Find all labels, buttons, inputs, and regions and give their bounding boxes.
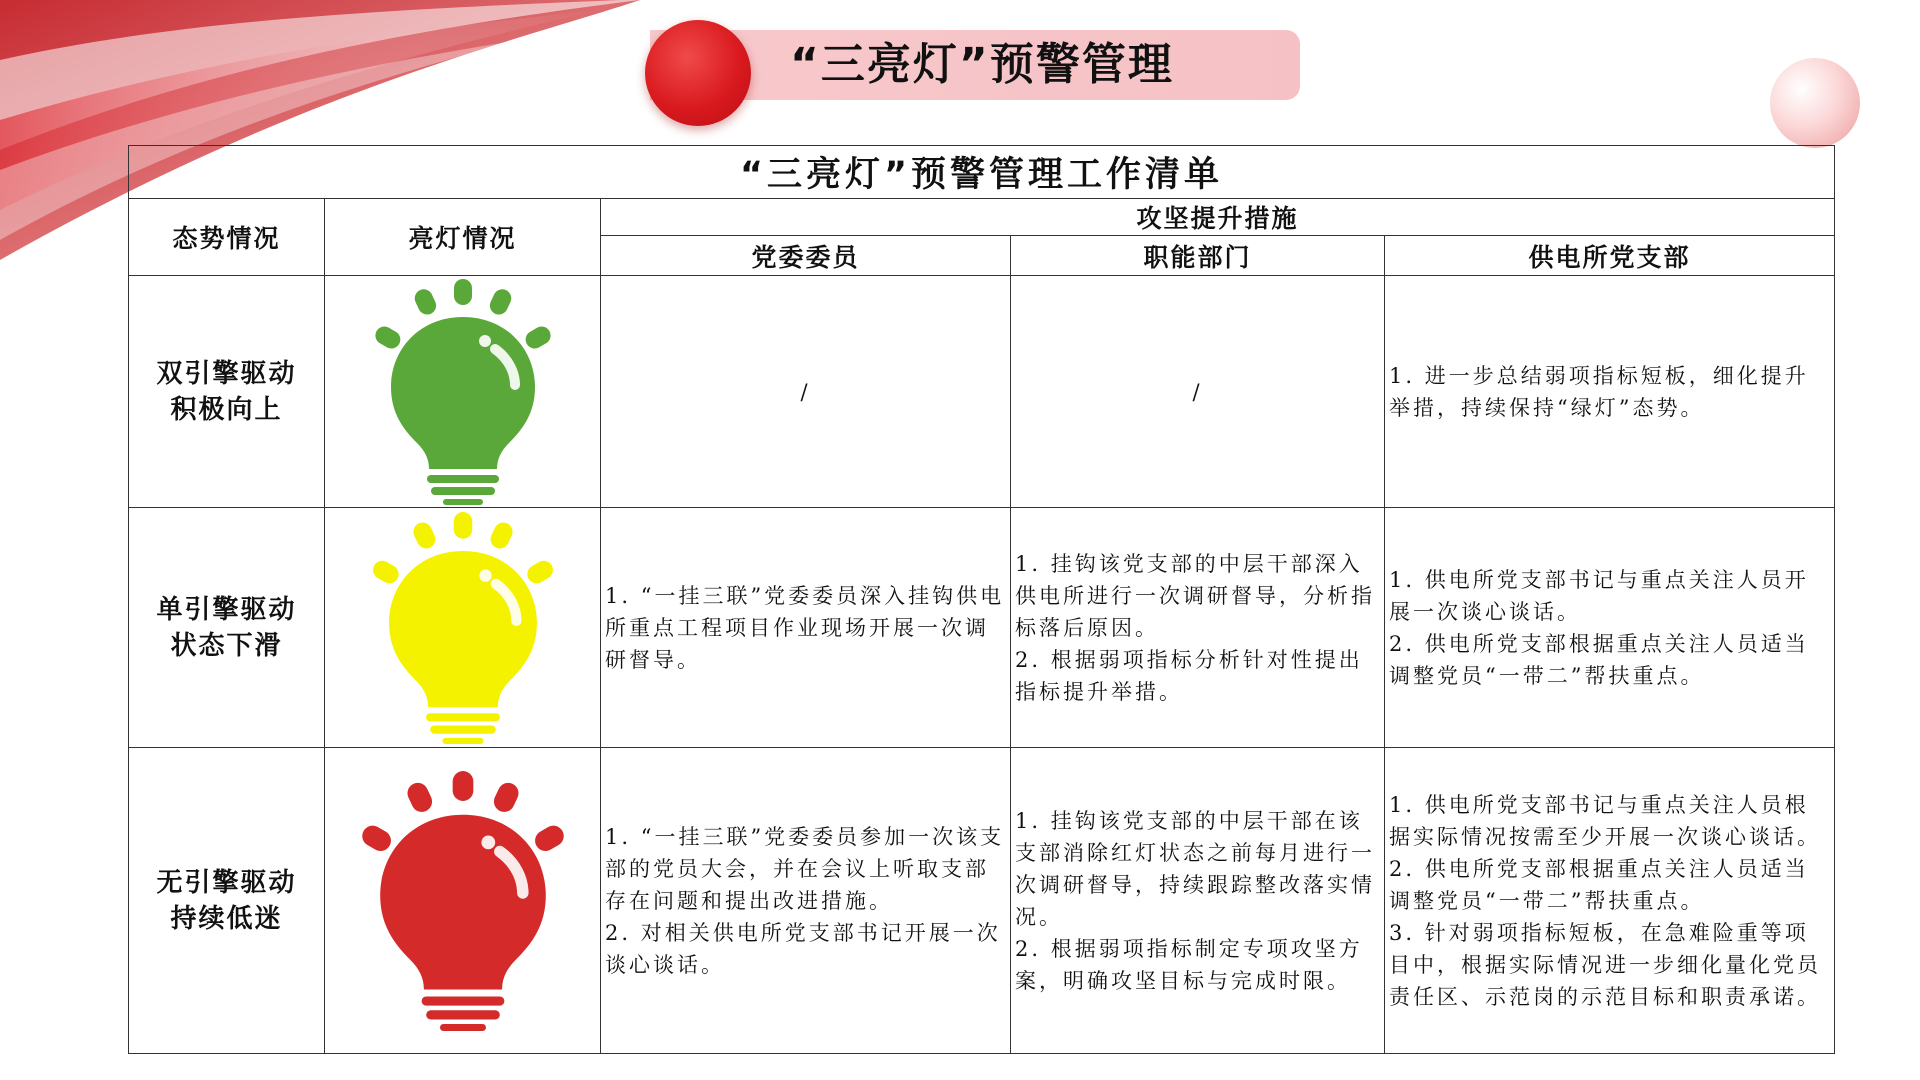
status-line: 积极向上 xyxy=(170,394,283,425)
status-cell xyxy=(129,508,325,748)
status-cell xyxy=(129,276,325,508)
status-line: 单引擎驱动 xyxy=(156,594,297,625)
status-cell xyxy=(129,748,325,1054)
warning-management-table xyxy=(128,145,1835,1054)
committee-cell xyxy=(601,748,1011,1054)
measure-text: / xyxy=(800,379,811,404)
decorative-circle xyxy=(1770,58,1860,148)
department-cell xyxy=(1011,276,1385,508)
status-line: 持续低迷 xyxy=(170,903,283,934)
light-cell xyxy=(325,276,601,508)
branch-cell xyxy=(1385,508,1835,748)
branch-cell xyxy=(1385,276,1835,508)
status-line: 双引擎驱动 xyxy=(156,358,297,389)
department-cell xyxy=(1011,508,1385,748)
status-line: 无引擎驱动 xyxy=(156,867,297,898)
measure-item: 2. 根据弱项指标制定专项攻坚方案，明确攻坚目标与完成时限。 xyxy=(1015,936,1363,993)
table-row xyxy=(129,276,1835,508)
measure-text: / xyxy=(1192,379,1203,404)
light-cell xyxy=(325,508,601,748)
measure-item: 1. 供电所党支部书记与重点关注人员开展一次谈心谈话。 xyxy=(1389,567,1809,624)
title-banner-circle xyxy=(645,20,751,126)
header-branch: 供电所党支部 xyxy=(1385,236,1835,276)
committee-cell xyxy=(601,508,1011,748)
header-committee: 党委委员 xyxy=(601,236,1011,276)
measure-item: 1. 进一步总结弱项指标短板，细化提升举措，持续保持“绿灯”态势。 xyxy=(1389,363,1809,420)
measure-item: 1. “一挂三联”党委委员参加一次该支部的党员大会，并在会议上听取支部存在问题和提出改进措施。 xyxy=(605,824,1005,913)
red-bulb-icon xyxy=(348,771,578,1031)
measure-item: 2. 供电所党支部根据重点关注人员适当调整党员“一带二”帮扶重点。 xyxy=(1389,856,1809,913)
slide-title: “三亮灯”预警管理 xyxy=(790,39,1174,90)
light-cell xyxy=(325,748,601,1054)
table-row xyxy=(129,748,1835,1054)
header-status: 态势情况 xyxy=(129,199,325,276)
measure-item: 1. “一挂三联”党委委员深入挂钩供电所重点工程项目作业现场开展一次调研督导。 xyxy=(605,583,1005,672)
status-line: 状态下滑 xyxy=(170,630,283,661)
table-row xyxy=(129,508,1835,748)
measure-item: 1. 挂钩该党支部的中层干部深入供电所进行一次调研督导，分析指标落后原因。 xyxy=(1015,551,1375,640)
measure-item: 2. 供电所党支部根据重点关注人员适当调整党员“一带二”帮扶重点。 xyxy=(1389,631,1809,688)
header-measures-group: 攻坚提升措施 xyxy=(601,199,1835,236)
committee-cell xyxy=(601,276,1011,508)
header-department: 职能部门 xyxy=(1011,236,1385,276)
yellow-bulb-icon xyxy=(360,512,566,744)
department-cell xyxy=(1011,748,1385,1054)
measure-item: 2. 根据弱项指标分析针对性提出指标提升举措。 xyxy=(1015,647,1363,704)
measure-item: 1. 挂钩该党支部的中层干部在该支部消除红灯状态之前每月进行一次调研督导，持续跟踪整改落实情况。 xyxy=(1015,808,1375,929)
green-bulb-icon xyxy=(363,279,563,505)
branch-cell xyxy=(1385,748,1835,1054)
measure-item: 3. 针对弱项指标短板，在急难险重等项目中，根据实际情况进一步细化量化党员责任区、示范岗的示范目标和职责承诺。 xyxy=(1389,920,1821,1009)
table-title: “三亮灯”预警管理工作清单 xyxy=(129,146,1835,199)
header-light: 亮灯情况 xyxy=(325,199,601,276)
measure-item: 2. 对相关供电所党支部书记开展一次谈心谈话。 xyxy=(605,920,1001,977)
measure-item: 1. 供电所党支部书记与重点关注人员根据实际情况按需至少开展一次谈心谈话。 xyxy=(1389,792,1821,849)
